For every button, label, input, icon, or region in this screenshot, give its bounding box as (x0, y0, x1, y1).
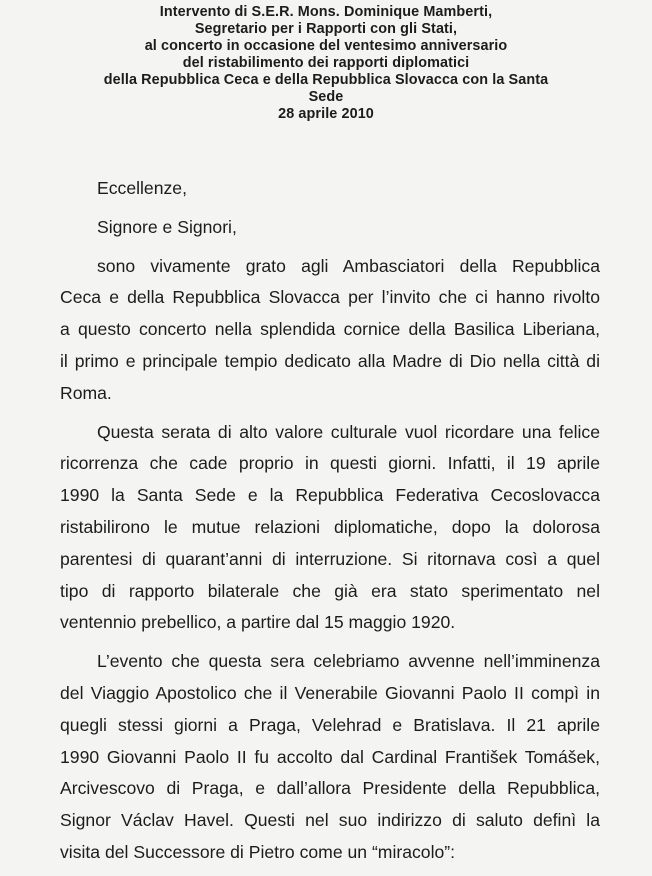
text-line: Ceca e della Repubblica Slovacca per l’invito che ci hanno rivolto (60, 287, 600, 308)
heading-line: Sede (308, 89, 344, 105)
text-line: del Viaggio Apostolico che il Venerabile Giovanni Paolo II compì in (60, 682, 600, 703)
text-line: parentesi di quarant’anni di interruzione. Si ritornava così a quel (60, 548, 600, 569)
text-line: 1990 Giovanni Paolo II fu accolto dal Cardinal František Tomášek, (60, 746, 600, 767)
document-body (60, 173, 600, 869)
text-line: il primo e principale tempio dedicato alla Madre di Dio nella città di (60, 350, 600, 371)
paragraph-1 (60, 251, 600, 410)
text-line: Arcivescovo di Praga, e dall’allora Presidente della Repubblica, (60, 778, 600, 799)
heading-line: della Repubblica Ceca e della Repubblica Slovacca con la Santa (103, 72, 549, 88)
text-line: L’evento che questa sera celebriamo avvenne nell’imminenza (97, 651, 600, 672)
text-line: quegli stessi giorni a Praga, Velehrad e Bratislava. Il 21 aprile (60, 714, 600, 735)
text-line: Signor Václav Havel. Questi nel suo indirizzo di saluto definì la (60, 810, 600, 831)
heading-line: al concerto in occasione del ventesimo anniversario (144, 38, 508, 54)
heading-line: Intervento di S.E.R. Mons. Dominique Mamberti, (159, 4, 493, 20)
text-line: tipo di rapporto bilaterale che già era stato sperimentato nel (60, 580, 600, 601)
heading-date: 28 aprile 2010 (278, 106, 374, 122)
text-line: ventennio prebellico, a partire dal 15 maggio 1920. (60, 612, 456, 633)
salutation-line: Eccellenze, (97, 178, 187, 198)
document-heading (40, 4, 612, 123)
text-line: visita del Successore di Pietro come un “miracolo”: (60, 841, 456, 862)
text-line: ricorrenza che cade proprio in questi giorni. Infatti, il 19 aprile (60, 453, 600, 474)
heading-line: del ristabilimento dei rapporti diplomatici (182, 55, 470, 71)
heading-line: Segretario per i Rapporti con gli Stati, (194, 21, 458, 37)
paragraph-2 (60, 417, 600, 640)
text-line: 1990 la Santa Sede e la Repubblica Federativa Cecoslovacca (60, 485, 600, 506)
text-line: Roma. (60, 382, 112, 403)
salutation-line: Signore e Signori, (97, 216, 237, 237)
text-line: a questo concerto nella splendida cornice della Basilica Liberiana, (60, 319, 600, 340)
text-line: sono vivamente grato agli Ambasciatori della Repubblica (97, 255, 600, 276)
text-line: ristabilirono le mutue relazioni diplomatiche, dopo la dolorosa (60, 516, 600, 537)
paragraph-3 (60, 646, 600, 869)
text-line: Questa serata di alto valore culturale vuol ricordare una felice (97, 421, 600, 442)
